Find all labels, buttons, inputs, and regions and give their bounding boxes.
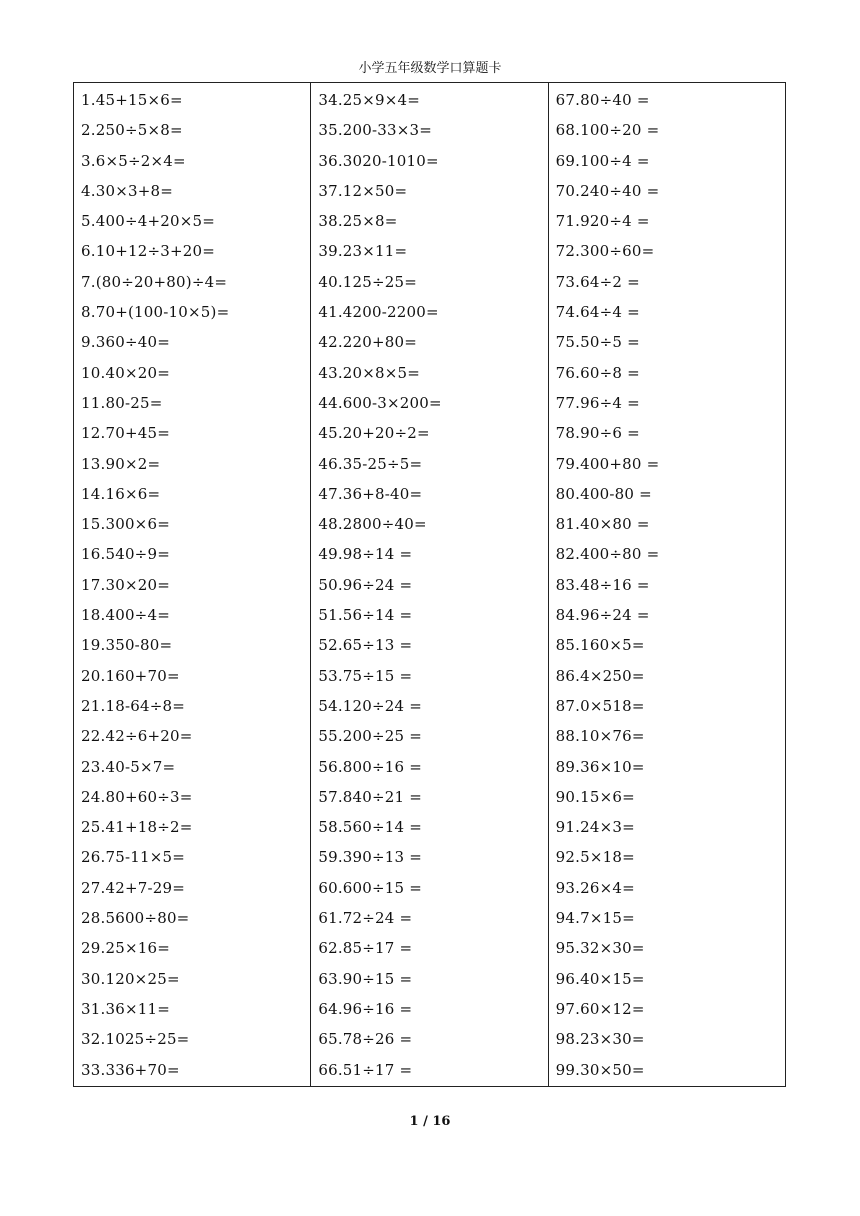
problem-item: 40.125÷25=: [318, 272, 418, 291]
problem-item: 15.300×6=: [81, 515, 170, 534]
problem-item: 66.51÷17 =: [318, 1060, 413, 1079]
problem-item: 43.20×8×5=: [318, 363, 421, 382]
problem-item: 88.10×76=: [555, 727, 645, 746]
problem-item: 48.2800÷40=: [318, 515, 427, 534]
problem-item: 70.240÷40 =: [555, 181, 660, 200]
problem-item: 75.50÷5 =: [555, 333, 640, 352]
problem-item: 84.96÷24 =: [555, 606, 650, 625]
problem-item: 96.40×15=: [555, 969, 645, 988]
problem-item: 11.80-25=: [81, 393, 163, 412]
problem-item: 27.42+7-29=: [81, 878, 185, 897]
problem-item: 49.98÷14 =: [318, 545, 413, 564]
problem-item: 20.160+70=: [81, 666, 180, 685]
problem-item: 31.36×11=: [81, 999, 170, 1018]
problem-item: 79.400+80 =: [555, 454, 660, 473]
problem-item: 8.70+(100-10×5)=: [81, 303, 230, 322]
problem-item: 82.400÷80 =: [555, 545, 660, 564]
problem-item: 74.64÷4 =: [555, 303, 640, 322]
problem-item: 26.75-11×5=: [81, 848, 185, 867]
problem-item: 23.40-5×7=: [81, 757, 176, 776]
problem-item: 81.40×80 =: [555, 515, 650, 534]
problem-item: 98.23×30=: [555, 1030, 645, 1049]
problem-item: 59.390÷13 =: [318, 848, 423, 867]
problem-item: 13.90×2=: [81, 454, 161, 473]
problem-item: 34.25×9×4=: [318, 91, 421, 109]
problem-item: 25.41+18÷2=: [81, 818, 193, 837]
problem-item: 50.96÷24 =: [318, 575, 413, 594]
problem-item: 35.200-33×3=: [318, 121, 433, 140]
problem-item: 73.64÷2 =: [555, 272, 640, 291]
problem-item: 14.16×6=: [81, 484, 161, 503]
problem-item: 28.5600÷80=: [81, 909, 190, 928]
problem-item: 64.96÷16 =: [318, 999, 413, 1018]
problem-item: 38.25×8=: [318, 212, 398, 231]
problem-column-2: [310, 83, 547, 1086]
problem-item: 57.840÷21 =: [318, 787, 423, 806]
problem-item: 47.36+8-40=: [318, 484, 423, 503]
problem-item: 87.0×518=: [555, 696, 645, 715]
problem-item: 1.45+15×6=: [81, 91, 183, 109]
problem-item: 9.360÷40=: [81, 333, 170, 352]
problem-item: 60.600÷15 =: [318, 878, 423, 897]
problem-column-3: [548, 83, 785, 1086]
problem-item: 94.7×15=: [555, 909, 635, 928]
problem-item: 63.90÷15 =: [318, 969, 413, 988]
problem-item: 97.60×12=: [555, 999, 645, 1018]
problem-item: 10.40×20=: [81, 363, 170, 382]
problem-item: 76.60÷8 =: [555, 363, 640, 382]
problem-item: 29.25×16=: [81, 939, 170, 958]
problem-item: 2.250÷5×8=: [81, 121, 183, 140]
problem-item: 44.600-3×200=: [318, 393, 442, 412]
problem-item: 21.18-64÷8=: [81, 696, 185, 715]
problem-item: 86.4×250=: [555, 666, 645, 685]
problem-item: 90.15×6=: [555, 787, 635, 806]
problem-item: 19.350-80=: [81, 636, 173, 655]
problem-item: 68.100÷20 =: [555, 121, 660, 140]
problem-item: 61.72÷24 =: [318, 909, 413, 928]
problem-item: 41.4200-2200=: [318, 303, 439, 322]
problem-item: 12.70+45=: [81, 424, 170, 443]
page-number: 1 / 16: [409, 1114, 451, 1129]
problem-item: 69.100÷4 =: [555, 151, 650, 170]
problem-item: 22.42÷6+20=: [81, 727, 193, 746]
problem-item: 85.160×5=: [555, 636, 645, 655]
problem-item: 99.30×50=: [555, 1060, 645, 1079]
problem-item: 54.120÷24 =: [318, 696, 423, 715]
problem-item: 32.1025÷25=: [81, 1030, 190, 1049]
problem-item: 24.80+60÷3=: [81, 787, 193, 806]
problem-item: 51.56÷14 =: [318, 606, 413, 625]
problem-item: 6.10+12÷3+20=: [81, 242, 215, 261]
problem-item: 95.32×30=: [555, 939, 645, 958]
problem-item: 83.48÷16 =: [555, 575, 650, 594]
problem-item: 92.5×18=: [555, 848, 635, 867]
problem-item: 30.120×25=: [81, 969, 180, 988]
problem-item: 37.12×50=: [318, 181, 408, 200]
problem-item: 91.24×3=: [555, 818, 635, 837]
problem-item: 36.3020-1010=: [318, 151, 439, 170]
problem-item: 65.78÷26 =: [318, 1030, 413, 1049]
page-header-title: 小学五年级数学口算题卡: [358, 61, 502, 76]
problem-item: 3.6×5÷2×4=: [81, 151, 186, 170]
problem-item: 55.200÷25 =: [318, 727, 423, 746]
problem-item: 42.220+80=: [318, 333, 418, 352]
problem-table: [73, 82, 786, 1087]
problem-item: 52.65÷13 =: [318, 636, 413, 655]
problem-item: 16.540÷9=: [81, 545, 170, 564]
problem-item: 33.336+70=: [81, 1060, 180, 1079]
problem-item: 80.400-80 =: [555, 484, 652, 503]
problem-item: 53.75÷15 =: [318, 666, 413, 685]
problem-item: 93.26×4=: [555, 878, 635, 897]
problem-item: 4.30×3+8=: [81, 181, 173, 200]
problem-item: 67.80÷40 =: [555, 91, 650, 109]
problem-item: 62.85÷17 =: [318, 939, 413, 958]
problem-item: 77.96÷4 =: [555, 393, 640, 412]
problem-column-1: [74, 83, 310, 1086]
problem-item: 18.400÷4=: [81, 606, 170, 625]
problem-item: 17.30×20=: [81, 575, 170, 594]
problem-item: 56.800÷16 =: [318, 757, 423, 776]
problem-item: 45.20+20÷2=: [318, 424, 430, 443]
problem-item: 39.23×11=: [318, 242, 408, 261]
problem-item: 58.560÷14 =: [318, 818, 423, 837]
problem-item: 7.(80÷20+80)÷4=: [81, 272, 228, 291]
problem-item: 46.35-25÷5=: [318, 454, 423, 473]
problem-item: 72.300÷60=: [555, 242, 655, 261]
problem-item: 78.90÷6 =: [555, 424, 640, 443]
problem-item: 5.400÷4+20×5=: [81, 212, 215, 231]
problem-item: 71.920÷4 =: [555, 212, 650, 231]
problem-item: 89.36×10=: [555, 757, 645, 776]
